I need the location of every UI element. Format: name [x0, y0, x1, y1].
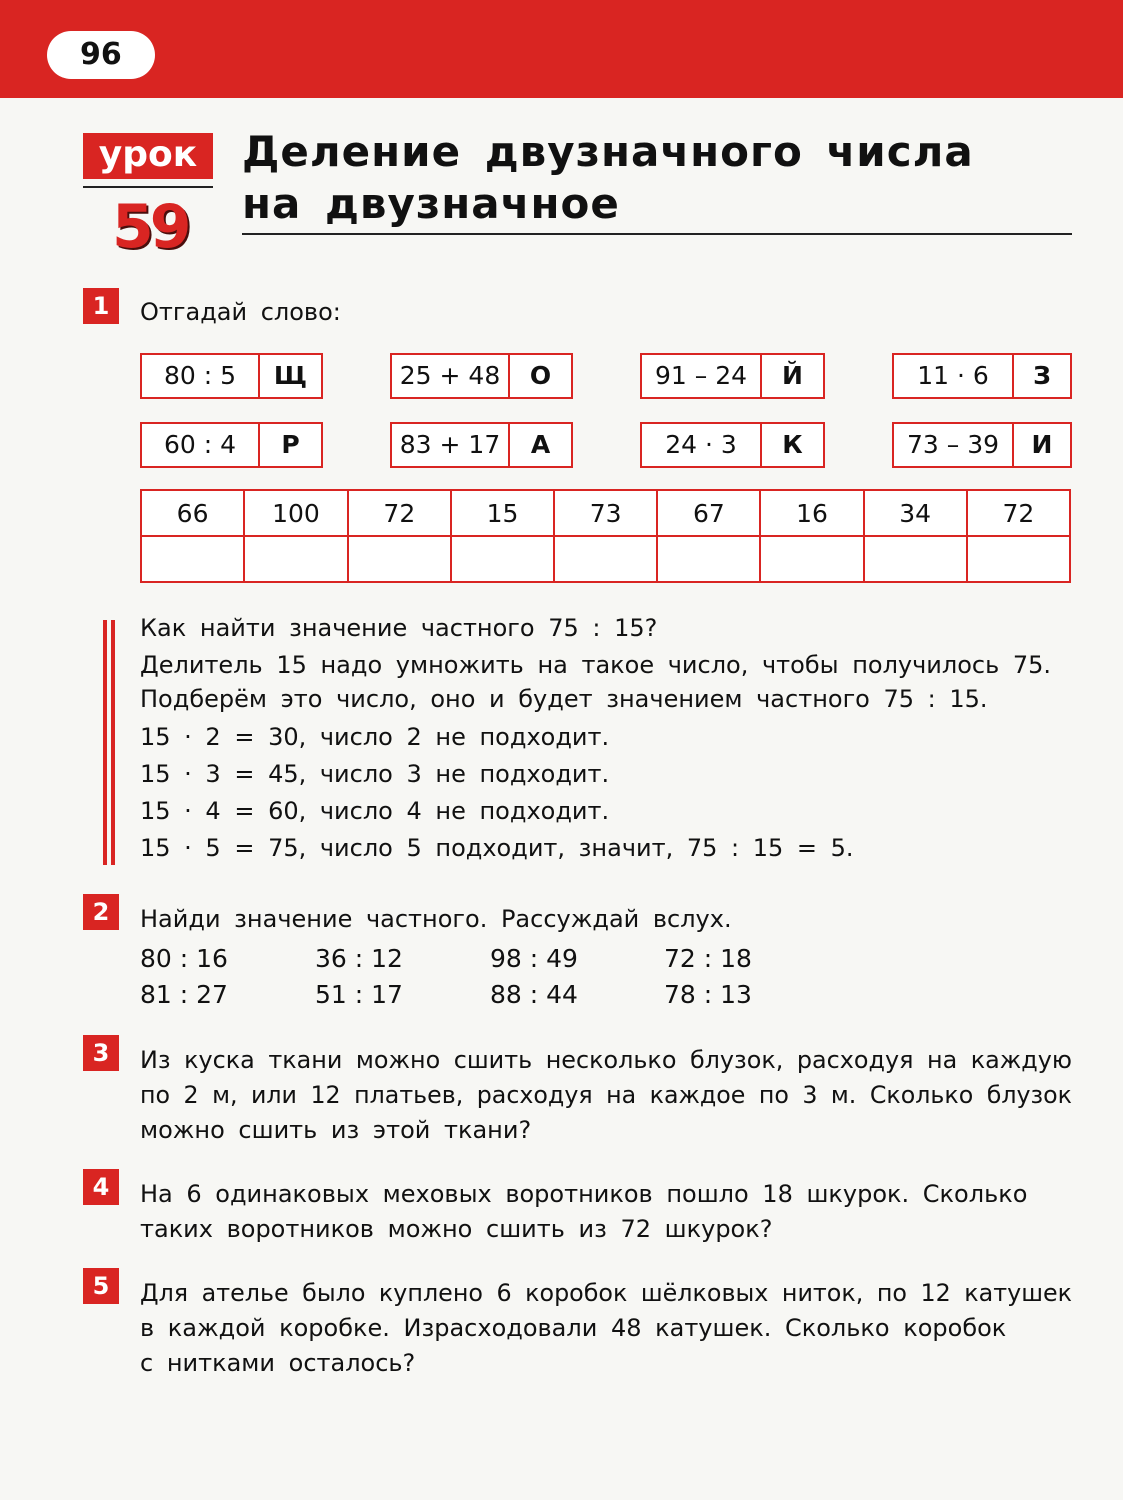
- page-title: [242, 126, 974, 230]
- answer-value: 16: [760, 490, 863, 536]
- title-line-1: Деление двузначного числа: [242, 127, 974, 176]
- lesson-divider: [83, 186, 213, 188]
- task-number-1: 1: [83, 288, 119, 324]
- task5-line: в каждой коробке. Израсходовали 48 катушек. Сколько коробок: [140, 1314, 1007, 1342]
- cipher-expression: 24 · 3: [642, 424, 762, 466]
- letter-blank[interactable]: [967, 536, 1070, 582]
- lesson-number: 59: [112, 192, 188, 262]
- cipher-letter: Р: [281, 430, 300, 459]
- task1-prompt: Отгадай слово:: [140, 298, 341, 326]
- division-example: 88 : 44: [490, 980, 578, 1009]
- task4-line: На 6 одинаковых меховых воротников пошло 18 шкурок. Сколько: [140, 1180, 1028, 1208]
- cipher-card: [140, 422, 323, 468]
- explanation-line: 15 · 5 = 75, число 5 подходит, значит, 75 : 15 = 5.: [140, 834, 854, 862]
- cipher-card: [390, 353, 573, 399]
- answer-value: 73: [554, 490, 657, 536]
- cipher-letter: К: [782, 430, 803, 459]
- cipher-letter: Й: [782, 361, 803, 390]
- task3-line: Из куска ткани можно сшить несколько блузок, расходуя на каждую: [140, 1046, 1072, 1074]
- letter-blank[interactable]: [657, 536, 760, 582]
- answer-value: 67: [657, 490, 760, 536]
- cipher-letter: И: [1031, 430, 1053, 459]
- lesson-label: урок: [83, 133, 213, 179]
- letter-blank[interactable]: [760, 536, 863, 582]
- explanation-line: Подберём это число, оно и будет значением частного 75 : 15.: [140, 685, 988, 713]
- explanation-line: Как найти значение частного 75 : 15?: [140, 614, 658, 642]
- division-example: 78 : 13: [664, 980, 752, 1009]
- division-example: 51 : 17: [315, 980, 403, 1009]
- task5-line: Для ателье было куплено 6 коробок шёлковых ниток, по 12 катушек: [140, 1279, 1072, 1307]
- cipher-card: [140, 353, 323, 399]
- task-number-3: 3: [83, 1035, 119, 1071]
- division-example: 72 : 18: [664, 944, 752, 973]
- header-bar: [0, 0, 1123, 98]
- explanation-line: 15 · 3 = 45, число 3 не подходит.: [140, 760, 610, 788]
- cipher-card: [640, 353, 825, 399]
- task4-line: таких воротников можно сшить из 72 шкурок?: [140, 1215, 773, 1243]
- cipher-card: [640, 422, 825, 468]
- explanation-rule: [111, 620, 115, 865]
- explanation-line: 15 · 2 = 30, число 2 не подходит.: [140, 723, 610, 751]
- division-example: 98 : 49: [490, 944, 578, 973]
- answer-value: 100: [244, 490, 348, 536]
- task2-prompt: Найди значение частного. Рассуждай вслух.: [140, 905, 732, 933]
- letter-blank[interactable]: [864, 536, 967, 582]
- answer-value: 72: [348, 490, 451, 536]
- page-number: 96: [47, 31, 155, 79]
- cipher-expression: 91 – 24: [642, 355, 762, 397]
- cipher-card: [892, 422, 1072, 468]
- letter-blank[interactable]: [141, 536, 244, 582]
- cipher-letter: О: [529, 361, 552, 390]
- letter-blank[interactable]: [244, 536, 348, 582]
- cipher-expression: 83 + 17: [392, 424, 510, 466]
- task5-line: с нитками осталось?: [140, 1349, 416, 1377]
- cipher-expression: 60 : 4: [142, 424, 260, 466]
- cipher-expression: 25 + 48: [392, 355, 510, 397]
- title-underline: [242, 233, 1072, 235]
- answer-values-row: [141, 490, 1070, 536]
- letter-blank[interactable]: [348, 536, 451, 582]
- division-example: 36 : 12: [315, 944, 403, 973]
- explanation-rule: [103, 620, 107, 865]
- cipher-letter: З: [1033, 361, 1051, 390]
- task-number-2: 2: [83, 894, 119, 930]
- task3-line: можно сшить из этой ткани?: [140, 1116, 532, 1144]
- explanation-line: 15 · 4 = 60, число 4 не подходит.: [140, 797, 610, 825]
- letter-blank[interactable]: [451, 536, 554, 582]
- cipher-letter: Щ: [273, 361, 308, 390]
- letter-blank-row: [141, 536, 1070, 582]
- division-example: 81 : 27: [140, 980, 228, 1009]
- letter-blank[interactable]: [554, 536, 657, 582]
- cipher-expression: 11 · 6: [894, 355, 1014, 397]
- answer-grid: [140, 489, 1071, 583]
- task-number-5: 5: [83, 1268, 119, 1304]
- answer-value: 66: [141, 490, 244, 536]
- cipher-card: [390, 422, 573, 468]
- task3-line: по 2 м, или 12 платьев, расходуя на каждое по 3 м. Сколько блузок: [140, 1081, 1072, 1109]
- explanation-line: Делитель 15 надо умножить на такое число, чтобы получилось 75.: [140, 651, 1052, 679]
- answer-value: 72: [967, 490, 1070, 536]
- answer-value: 15: [451, 490, 554, 536]
- title-line-2: на двузначное: [242, 179, 620, 228]
- task-number-4: 4: [83, 1169, 119, 1205]
- cipher-card: [892, 353, 1072, 399]
- cipher-letter: А: [530, 430, 551, 459]
- division-example: 80 : 16: [140, 944, 228, 973]
- cipher-expression: 73 – 39: [894, 424, 1014, 466]
- cipher-expression: 80 : 5: [142, 355, 260, 397]
- answer-value: 34: [864, 490, 967, 536]
